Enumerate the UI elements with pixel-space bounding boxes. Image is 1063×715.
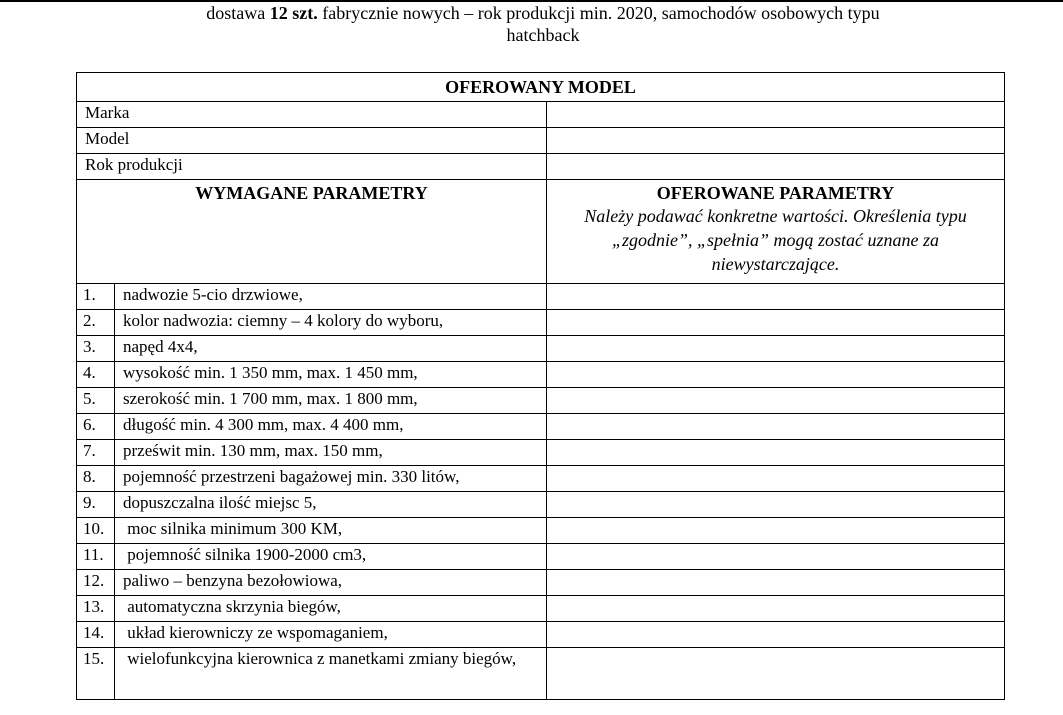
offered-value-cell[interactable]: [547, 440, 1005, 466]
parameter-text: kolor nadwozia: ciemny – 4 kolory do wyboru,: [115, 310, 547, 336]
offered-parameters-header: [547, 180, 1005, 284]
info-value-cell[interactable]: [547, 128, 1005, 154]
info-value-cell[interactable]: [547, 154, 1005, 180]
offered-value-cell[interactable]: [547, 466, 1005, 492]
info-label: Model: [77, 128, 547, 154]
offer-table: [76, 72, 1005, 700]
heading-line-2: hatchback: [506, 25, 580, 45]
parameter-row: [77, 440, 1005, 466]
parameter-text: układ kierowniczy ze wspomaganiem,: [115, 622, 547, 648]
parameter-text: napęd 4x4,: [115, 336, 547, 362]
parameter-text: automatyczna skrzynia biegów,: [115, 596, 547, 622]
parameter-text: nadwozie 5-cio drzwiowe,: [115, 284, 547, 310]
offered-value-cell[interactable]: [547, 310, 1005, 336]
info-label: Rok produkcji: [77, 154, 547, 180]
parameter-row: [77, 648, 1005, 700]
offered-value-cell[interactable]: [547, 570, 1005, 596]
offered-value-cell[interactable]: [547, 284, 1005, 310]
parameter-row: [77, 622, 1005, 648]
offered-value-cell[interactable]: [547, 648, 1005, 700]
parameter-number: 14.: [77, 622, 115, 648]
offered-value-cell[interactable]: [547, 596, 1005, 622]
parameter-row: [77, 388, 1005, 414]
header-row: [77, 180, 1005, 284]
parameter-text: wielofunkcyjna kierownica z manetkami zmiany biegów,: [115, 648, 547, 700]
heading-bold-quantity: 12 szt.: [269, 3, 318, 23]
offered-header-note: Należy podawać konkretne wartości. Określenia typu „zgodnie”, „spełnia” mogą zostać uznane za niewystarczające.: [584, 206, 967, 274]
parameter-number: 5.: [77, 388, 115, 414]
info-value-cell[interactable]: [547, 102, 1005, 128]
parameter-text: moc silnika minimum 300 KM,: [115, 518, 547, 544]
parameter-row: [77, 518, 1005, 544]
parameter-text: dopuszczalna ilość miejsc 5,: [115, 492, 547, 518]
info-row-rok: [77, 154, 1005, 180]
heading-prefix: dostawa: [206, 3, 270, 23]
info-row-marka: [77, 102, 1005, 128]
offered-header-title: OFEROWANE PARAMETRY: [656, 183, 895, 203]
info-row-model: [77, 128, 1005, 154]
parameter-row: [77, 362, 1005, 388]
parameter-row: [77, 492, 1005, 518]
parameter-text: szerokość min. 1 700 mm, max. 1 800 mm,: [115, 388, 547, 414]
parameter-number: 12.: [77, 570, 115, 596]
parameter-number: 8.: [77, 466, 115, 492]
parameter-number: 11.: [77, 544, 115, 570]
parameter-text: długość min. 4 300 mm, max. 4 400 mm,: [115, 414, 547, 440]
table-title: OFEROWANY MODEL: [77, 73, 1005, 102]
parameter-row: [77, 336, 1005, 362]
parameter-row: [77, 544, 1005, 570]
offered-value-cell[interactable]: [547, 414, 1005, 440]
info-label: Marka: [77, 102, 547, 128]
parameter-number: 6.: [77, 414, 115, 440]
parameter-number: 4.: [77, 362, 115, 388]
heading-line-1: [80, 2, 1006, 24]
parameter-row: [77, 414, 1005, 440]
required-parameters-header: WYMAGANE PARAMETRY: [77, 180, 547, 284]
offered-value-cell[interactable]: [547, 492, 1005, 518]
offered-value-cell[interactable]: [547, 388, 1005, 414]
parameter-text: pojemność silnika 1900-2000 cm3,: [115, 544, 547, 570]
heading-rest: fabrycznie nowych – rok produkcji min. 2020, samochodów osobowych typu: [317, 3, 880, 23]
offered-value-cell[interactable]: [547, 362, 1005, 388]
offered-value-cell[interactable]: [547, 518, 1005, 544]
parameter-row: [77, 284, 1005, 310]
parameter-row: [77, 596, 1005, 622]
parameter-number: 10.: [77, 518, 115, 544]
offered-value-cell[interactable]: [547, 336, 1005, 362]
parameter-number: 3.: [77, 336, 115, 362]
parameter-text: wysokość min. 1 350 mm, max. 1 450 mm,: [115, 362, 547, 388]
parameter-number: 2.: [77, 310, 115, 336]
parameter-number: 7.: [77, 440, 115, 466]
parameter-row: [77, 570, 1005, 596]
offered-value-cell[interactable]: [547, 544, 1005, 570]
parameter-text: prześwit min. 130 mm, max. 150 mm,: [115, 440, 547, 466]
document-heading: [80, 2, 1006, 46]
parameter-number: 1.: [77, 284, 115, 310]
offered-value-cell[interactable]: [547, 622, 1005, 648]
parameter-number: 15.: [77, 648, 115, 700]
parameter-row: [77, 466, 1005, 492]
parameter-number: 13.: [77, 596, 115, 622]
parameter-row: [77, 310, 1005, 336]
parameter-text: paliwo – benzyna bezołowiowa,: [115, 570, 547, 596]
parameter-text: pojemność przestrzeni bagażowej min. 330 litów,: [115, 466, 547, 492]
parameter-number: 9.: [77, 492, 115, 518]
